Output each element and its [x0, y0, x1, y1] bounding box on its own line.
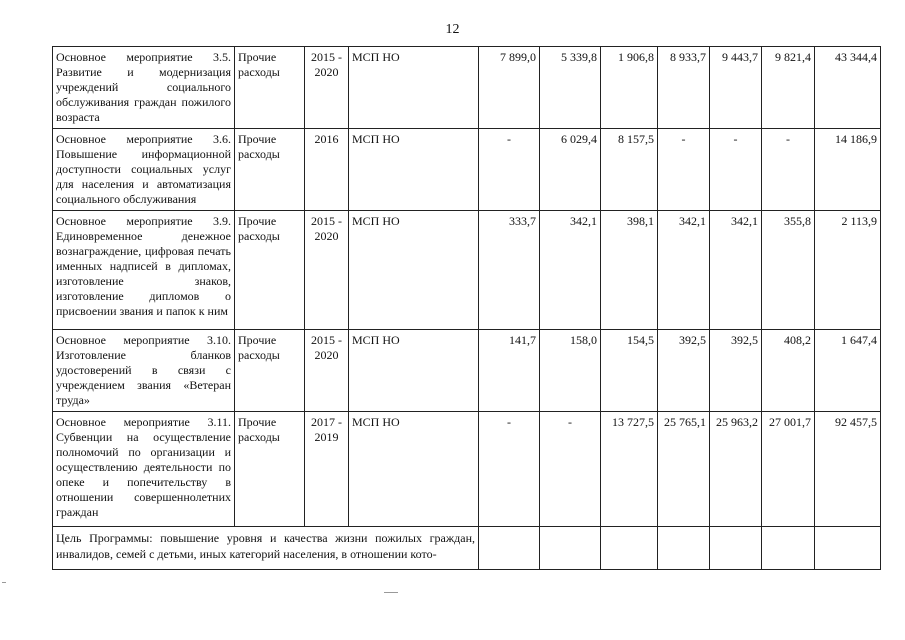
value-cell: 342,1: [540, 211, 601, 330]
value-cell: 398,1: [601, 211, 658, 330]
total-cell: 92 457,5: [815, 412, 881, 527]
value-cell: 342,1: [710, 211, 762, 330]
value-cell: -: [540, 412, 601, 527]
measure-description: Основное мероприятие 3.9. Единовременное денежное вознаграждение, цифровая печать именных надписей в дипломах, изготовление знаков, изготовление дипломов о присвоении звания и папок к ним: [53, 211, 235, 330]
value-cell: 408,2: [762, 330, 815, 412]
value-cell: -: [479, 412, 540, 527]
value-cell: 141,7: [479, 330, 540, 412]
page-number: 12: [445, 22, 460, 37]
value-cell: 9 821,4: [762, 47, 815, 129]
total-cell: 1 647,4: [815, 330, 881, 412]
period: 2016: [305, 129, 349, 211]
table-row: [53, 330, 881, 412]
empty-cell: [710, 527, 762, 570]
measure-description: Основное мероприятие 3.10. Изготовление бланков удостоверений в связи с учреждением звания «Ветеран труда»: [53, 330, 235, 412]
value-cell: 27 001,7: [762, 412, 815, 527]
value-cell: 333,7: [479, 211, 540, 330]
expense-type: Прочие расходы: [235, 129, 305, 211]
table-row-goal: [53, 527, 881, 570]
executor: МСП НО: [349, 211, 479, 330]
value-cell: -: [658, 129, 710, 211]
value-cell: 9 443,7: [710, 47, 762, 129]
value-cell: 6 029,4: [540, 129, 601, 211]
value-cell: 342,1: [658, 211, 710, 330]
period: 2015 - 2020: [305, 211, 349, 330]
value-cell: 355,8: [762, 211, 815, 330]
expense-type: Прочие расходы: [235, 47, 305, 129]
executor: МСП НО: [349, 47, 479, 129]
empty-cell: [815, 527, 881, 570]
measure-description: Основное мероприятие 3.11. Субвенции на осуществление полномочий по организации и осуществлению деятельности по опеке и попечительству в отношении совершеннолетних граждан: [53, 412, 235, 527]
period: 2015 - 2020: [305, 330, 349, 412]
value-cell: 392,5: [710, 330, 762, 412]
table-body: [53, 47, 881, 570]
value-cell: 7 899,0: [479, 47, 540, 129]
empty-cell: [762, 527, 815, 570]
expense-type: Прочие расходы: [235, 330, 305, 412]
period: 2015 - 2020: [305, 47, 349, 129]
value-cell: -: [710, 129, 762, 211]
empty-cell: [540, 527, 601, 570]
executor: МСП НО: [349, 129, 479, 211]
expense-type: Прочие расходы: [235, 412, 305, 527]
table-row: [53, 211, 881, 330]
table-row: [53, 129, 881, 211]
scan-artifact: [384, 592, 398, 593]
executor: МСП НО: [349, 412, 479, 527]
expense-type: Прочие расходы: [235, 211, 305, 330]
measure-description: Основное мероприятие 3.5. Развитие и модернизация учреждений социального обслуживания граждан пожилого возраста: [53, 47, 235, 129]
table-row: [53, 47, 881, 129]
empty-cell: [658, 527, 710, 570]
value-cell: 5 339,8: [540, 47, 601, 129]
value-cell: 13 727,5: [601, 412, 658, 527]
value-cell: 1 906,8: [601, 47, 658, 129]
value-cell: 158,0: [540, 330, 601, 412]
program-goal: Цель Программы: повышение уровня и качества жизни пожилых граждан, инвалидов, семей с детьми, иных категорий населения, в отношении кото-: [53, 527, 479, 570]
budget-table: [52, 46, 881, 570]
total-cell: 14 186,9: [815, 129, 881, 211]
value-cell: 25 765,1: [658, 412, 710, 527]
measure-description: Основное мероприятие 3.6. Повышение информационной доступности социальных услуг для населения и автоматизация социального обслуживания: [53, 129, 235, 211]
executor: МСП НО: [349, 330, 479, 412]
table-row: [53, 412, 881, 527]
total-cell: 2 113,9: [815, 211, 881, 330]
scan-artifact: [2, 582, 6, 583]
value-cell: 25 963,2: [710, 412, 762, 527]
empty-cell: [601, 527, 658, 570]
value-cell: 392,5: [658, 330, 710, 412]
empty-cell: [479, 527, 540, 570]
value-cell: 8 157,5: [601, 129, 658, 211]
value-cell: 8 933,7: [658, 47, 710, 129]
total-cell: 43 344,4: [815, 47, 881, 129]
value-cell: -: [479, 129, 540, 211]
period: 2017 - 2019: [305, 412, 349, 527]
value-cell: -: [762, 129, 815, 211]
value-cell: 154,5: [601, 330, 658, 412]
